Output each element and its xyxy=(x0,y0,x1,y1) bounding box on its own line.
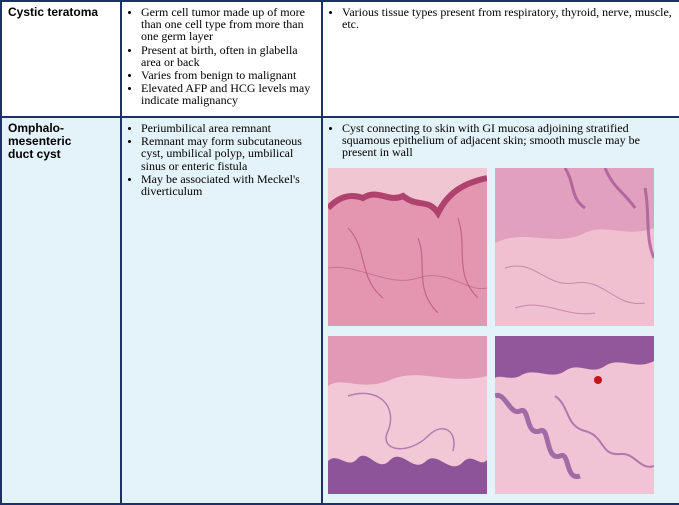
table-row xyxy=(1,1,679,117)
condition-name-line: mesenteric xyxy=(8,134,72,148)
features-list xyxy=(122,118,321,200)
micrograph-image xyxy=(328,336,487,494)
condition-name: Cystic teratoma xyxy=(8,5,99,19)
histology-cell xyxy=(322,117,679,504)
list-item: • Elevated AFP and HCG levels may indicate malignancy xyxy=(141,82,317,106)
histology-list xyxy=(323,2,679,33)
condition-name-cell xyxy=(1,117,121,504)
micrograph-image xyxy=(495,336,654,494)
features-cell xyxy=(121,117,322,504)
list-item: • Cyst connecting to skin with GI mucosa adjoining stratified squamous epithelium of adjacent skin; smooth muscle may be present in wall xyxy=(342,122,675,159)
table-row xyxy=(1,117,679,504)
condition-name-line: duct cyst xyxy=(8,147,61,161)
micrograph-image xyxy=(328,168,487,326)
condition-name xyxy=(2,118,120,165)
micrograph-grid xyxy=(323,162,679,494)
list-item: • Various tissue types present from respiratory, thyroid, nerve, muscle, etc. xyxy=(342,6,675,30)
histology-cell xyxy=(322,1,679,117)
list-item: • Germ cell tumor made up of more than one cell type from more than one germ layer xyxy=(141,6,317,43)
cyst-wall-micrograph xyxy=(328,336,487,494)
skin-surface-micrograph xyxy=(328,168,487,326)
list-item: • Present at birth, often in glabella area or back xyxy=(141,44,317,68)
list-item: • Periumbilical area remnant xyxy=(141,122,317,134)
condition-name-cell xyxy=(1,1,121,117)
lamina-stroma-micrograph xyxy=(495,168,654,326)
histology-list xyxy=(323,118,679,162)
condition-name-line: Omphalo- xyxy=(8,121,64,135)
gi-mucosa-micrograph xyxy=(495,336,654,494)
list-item: • Varies from benign to malignant xyxy=(141,69,317,81)
features-cell xyxy=(121,1,322,117)
list-item: • May be associated with Meckel's diverticulum xyxy=(141,173,317,197)
list-item: • Remnant may form subcutaneous cyst, umbilical polyp, umbilical sinus or enteric fistula xyxy=(141,135,317,172)
micrograph-image xyxy=(495,168,654,326)
features-list xyxy=(122,2,321,110)
